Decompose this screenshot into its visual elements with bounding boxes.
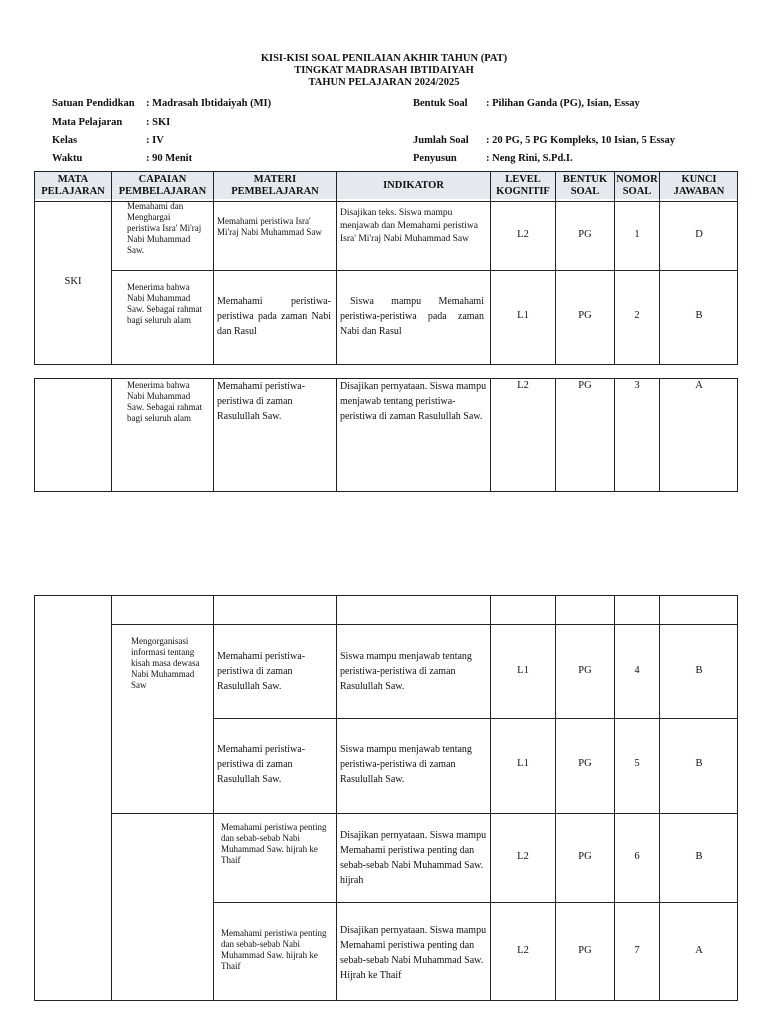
table-1 bbox=[34, 171, 738, 365]
satuan-label: Satuan Pendidkan bbox=[52, 98, 135, 109]
row-7-kunci: A bbox=[695, 945, 703, 956]
satuan-value: : Madrasah Ibtidaiyah (MI) bbox=[146, 98, 272, 109]
row-2-capaian: Menerima bahwa Nabi Muhammad Saw. Sebagai rahmat bagi seluruh alam bbox=[127, 282, 203, 325]
row-1-kunci: D bbox=[695, 229, 703, 240]
row-5-indikator: Siswa mampu menjawab tentang peristiwa-peristiwa di zaman Rasulullah Saw. bbox=[340, 744, 472, 785]
jumlah-value: : 20 PG, 5 PG Kompleks, 10 Isian, 5 Essay bbox=[486, 135, 676, 146]
row-4-kunci: B bbox=[695, 665, 703, 676]
mapel-value: : SKI bbox=[146, 117, 171, 128]
row-5-kunci: B bbox=[695, 758, 703, 769]
kelas-label: Kelas bbox=[52, 135, 78, 146]
row-3-bentuk: PG bbox=[578, 380, 592, 391]
row-1-capaian: Memahami dan Menghargai peristiwa Isra' Mi'raj Nabi Muhammad Saw. bbox=[127, 201, 202, 255]
row-3-indikator: Disajikan pernyataan. Siswa mampu menjawab tentang peristiwa-peristiwa di zaman Rasulullah Saw. bbox=[340, 381, 487, 422]
row-7-bentuk: PG bbox=[578, 945, 592, 956]
row-5-level: L1 bbox=[517, 758, 529, 769]
row-5-nomor: 5 bbox=[634, 758, 640, 769]
row-5-materi: Memahami peristiwa-peristiwa di zaman Rasulullah Saw. bbox=[217, 744, 306, 785]
row-3-kunci: A bbox=[695, 380, 703, 391]
header-capaian: CAPAIAN PEMBELAJARAN bbox=[118, 173, 207, 197]
row-4-nomor: 4 bbox=[634, 665, 640, 676]
kelas-value: : IV bbox=[146, 135, 164, 146]
doc-title-line-2: TINGKAT MADRASAH IBTIDAIYAH bbox=[294, 65, 474, 76]
row-4-materi: Memahami peristiwa-peristiwa di zaman Rasulullah Saw. bbox=[217, 651, 306, 692]
header-mata-pelajaran: MATA PELAJARAN bbox=[41, 173, 105, 197]
row-1-level: L2 bbox=[517, 229, 529, 240]
row-3-level: L2 bbox=[517, 380, 529, 391]
row-4-indikator: Siswa mampu menjawab tentang peristiwa-peristiwa di zaman Rasulullah Saw. bbox=[340, 651, 472, 692]
header-materi: MATERI PEMBELAJARAN bbox=[231, 173, 319, 197]
row-7-nomor: 7 bbox=[634, 945, 640, 956]
bentuk-label: Bentuk Soal bbox=[413, 98, 468, 109]
table-2 bbox=[34, 378, 738, 492]
row-6-materi: Memahami peristiwa penting dan sebab-sebab Nabi Muhammad Saw. hijrah ke Thaif bbox=[221, 822, 327, 865]
row-6-kunci: B bbox=[695, 851, 703, 862]
row-1-nomor: 1 bbox=[634, 229, 640, 240]
row-5-bentuk: PG bbox=[578, 758, 592, 769]
row-6-indikator: Disajikan pernyataan. Siswa mampu Memahami peristiwa penting dan sebab-sebab Nabi Muhammad Saw. hijrah bbox=[340, 830, 487, 886]
header-bentuk: BENTUK SOAL bbox=[562, 173, 608, 197]
table-3 bbox=[34, 595, 738, 1001]
row-1-materi: Memahami peristiwa Isra' Mi'raj Nabi Muhammad Saw bbox=[217, 216, 322, 237]
row-7-level: L2 bbox=[517, 945, 529, 956]
doc-title-line-1: KISI-KISI SOAL PENILAIAN AKHIR TAHUN (PAT) bbox=[260, 53, 508, 64]
row-1-bentuk: PG bbox=[578, 229, 592, 240]
doc-title-line-3: TAHUN PELAJARAN 2024/2025 bbox=[308, 77, 460, 88]
header-kunci: KUNCI JAWABAN bbox=[673, 173, 725, 197]
header-level: LEVEL KOGNITIF bbox=[496, 173, 550, 197]
header-indikator: INDIKATOR bbox=[383, 179, 444, 191]
row-2-level: L1 bbox=[517, 310, 529, 321]
waktu-label: Waktu bbox=[52, 153, 83, 164]
penyusun-value: : Neng Rini, S.Pd.I. bbox=[486, 153, 573, 164]
row-2-materi: Memahami peristiwa-peristiwa pada zaman Nabi dan Rasul bbox=[217, 296, 331, 337]
row-4-bentuk: PG bbox=[578, 665, 592, 676]
row-7-indikator: Disajikan pernyataan. Siswa mampu Memahami peristiwa penting dan sebab-sebab Nabi Muhammad Saw. Hijrah ke Thaif bbox=[340, 925, 487, 981]
header-nomor: NOMOR SOAL bbox=[616, 173, 658, 197]
bentuk-value: : Pilihan Ganda (PG), Isian, Essay bbox=[486, 98, 640, 109]
row-3-materi: Memahami peristiwa-peristiwa di zaman Rasulullah Saw. bbox=[217, 381, 306, 422]
row-7-materi: Memahami peristiwa penting dan sebab-sebab Nabi Muhammad Saw. hijrah ke Thaif bbox=[221, 928, 327, 971]
row-2-bentuk: PG bbox=[578, 310, 592, 321]
row-1-indikator: Disajikan teks. Siswa mampu menjawab dan Memahami peristiwa Isra' Mi'raj Nabi Muhammad Saw bbox=[340, 208, 478, 244]
jumlah-label: Jumlah Soal bbox=[413, 135, 469, 146]
row-2-kunci: B bbox=[695, 310, 703, 321]
penyusun-label: Penyusun bbox=[413, 153, 457, 164]
row-4-level: L1 bbox=[517, 665, 529, 676]
waktu-value: : 90 Menit bbox=[146, 153, 193, 164]
row-6-bentuk: PG bbox=[578, 851, 592, 862]
row-3-capaian: Menerima bahwa Nabi Muhammad Saw. Sebagai rahmat bagi seluruh alam bbox=[127, 380, 203, 423]
mapel-label: Mata Pelajaran bbox=[52, 117, 123, 128]
row-3-nomor: 3 bbox=[634, 380, 640, 391]
mapel-cell: SKI bbox=[64, 276, 82, 287]
row-6-nomor: 6 bbox=[634, 851, 640, 862]
row-4-capaian: Mengorganisasi informasi tentang kisah masa dewasa Nabi Muhammad Saw bbox=[131, 636, 200, 690]
row-2-nomor: 2 bbox=[634, 310, 640, 321]
row-6-level: L2 bbox=[517, 851, 529, 862]
row-2-indikator: Siswa mampu Memahami peristiwa-peristiwa pada zaman Nabi dan Rasul bbox=[340, 296, 484, 337]
